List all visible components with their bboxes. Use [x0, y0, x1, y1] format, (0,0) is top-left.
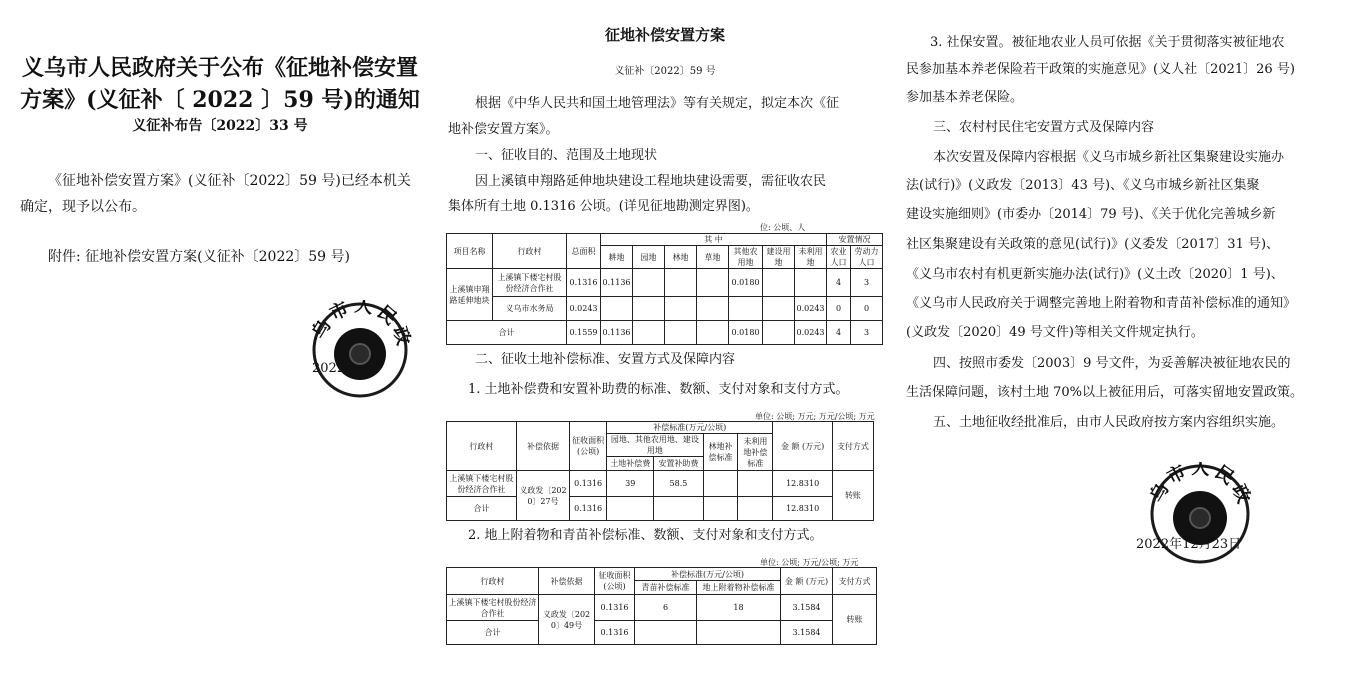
table-cell: 0.1136	[601, 269, 633, 297]
table2-unit: 单位: 公顷; 万元; 万元/公顷; 万元	[755, 412, 875, 421]
table1-sub-header: 耕地	[601, 246, 633, 269]
section-3b-line6: 《义乌市人民政府关于调整完善地上附着物和青苗补偿标准的通知》	[906, 296, 1297, 311]
table-cell: 上溪镇下楼宅村股份经济合作社	[447, 595, 539, 621]
table-row	[447, 471, 874, 497]
section-1-line1: 因上溪镇申翔路延伸地块建设工程地块建设需要，需征收农民	[475, 174, 827, 189]
table1-sub-header: 园地	[633, 246, 665, 269]
table-cell	[795, 269, 827, 297]
table1-header-total: 总面积	[567, 234, 601, 269]
seal-date-text: 2022	[312, 361, 346, 376]
table2-header-payment: 支付方式	[832, 422, 873, 471]
land-compensation-table	[446, 421, 874, 521]
section-1-heading: 一、征收目的、范围及土地现状	[475, 148, 658, 163]
table-cell	[738, 471, 773, 497]
table1-sub-header: 建设用地	[763, 246, 795, 269]
table-cell: 上溪镇下楼宅村股份经济合作社	[447, 471, 517, 497]
official-seal-left	[298, 300, 422, 400]
table-cell: 0	[827, 297, 851, 321]
table-cell: 0.1316	[595, 621, 635, 645]
table-cell	[665, 269, 697, 297]
table-cell: 合计	[447, 321, 567, 345]
section-3b-line3: 建设实施细则》(市委办〔2014〕79 号)、《关于优化完善城乡新	[906, 207, 1276, 222]
table3-header-payment: 支付方式	[833, 568, 877, 595]
table3-header-basis: 补偿依据	[539, 568, 595, 595]
table-row	[447, 595, 877, 621]
table-cell: 义政发〔2020〕49号	[539, 595, 595, 645]
table2-header-forest: 林地补偿标准	[703, 434, 738, 471]
table-cell	[633, 269, 665, 297]
notice-doc-number: 义征补布告〔2022〕33 号	[132, 118, 308, 134]
section-3-line2: 民参加基本养老保险若干政策的实施意见》(义人社〔2021〕26 号)	[906, 62, 1295, 77]
table-cell	[703, 497, 738, 521]
official-seal-right	[1130, 462, 1270, 574]
section-4-line2: 生活保障问题，该村土地 70%以上被征用后，可落实留地安置政策。	[906, 385, 1304, 400]
notice-title	[20, 52, 420, 116]
table-cell: 18	[697, 595, 781, 621]
table-cell: 0.1316	[567, 269, 601, 297]
seal-emblem-icon	[1130, 462, 1270, 574]
section-3b-line2: 法(试行)》(义政发〔2013〕43 号)、《义乌市城乡新社区集聚	[906, 178, 1260, 193]
table-cell: 4	[827, 321, 851, 345]
table3-header-attachments: 地上附着物补偿标准	[697, 581, 781, 595]
section-1-line2: 集体所有土地 0.1316 公顷。(详见征地勘测定界图)。	[448, 199, 759, 214]
seal-ring-text: 乌市人民政	[308, 300, 415, 352]
table2-header-village: 行政村	[447, 422, 517, 471]
table-cell	[763, 269, 795, 297]
table-cell: 0.1136	[601, 321, 633, 345]
table-cell: 0.1559	[567, 321, 601, 345]
seal-date-text: 2022年12月23日	[1136, 537, 1242, 552]
table-cell: 0.0243	[567, 297, 601, 321]
table2-header-basis: 补偿依据	[516, 422, 569, 471]
table-cell: 4	[827, 269, 851, 297]
table-row	[447, 497, 874, 521]
table-cell: 3.1584	[781, 595, 833, 621]
table1-header-among: 其 中	[601, 234, 827, 246]
table-cell: 0	[851, 297, 883, 321]
table1-sub-header: 劳动力人口	[851, 246, 883, 269]
notice-attachment: 附件: 征地补偿安置方案(义征补〔2022〕59 号)	[48, 249, 350, 265]
section-3-line3: 参加基本养老保险。	[906, 90, 1024, 105]
table1-unit: 位: 公顷、人	[760, 223, 806, 232]
notice-paragraph-line1: 《征地补偿安置方案》(义征补〔2022〕59 号)已经本机关	[48, 173, 411, 189]
table-cell	[697, 269, 729, 297]
notice-title-line1: 义乌市人民政府关于公布《征地补偿安置	[21, 55, 418, 81]
table1-sub-header: 农业人口	[827, 246, 851, 269]
section-3-line1: 3. 社保安置。被征地农业人员可依据《关于贯彻落实被征地农	[930, 35, 1285, 50]
table-cell	[738, 497, 773, 521]
section-3b-line7: (义政发〔2020〕49 号文件)等相关文件规定执行。	[906, 325, 1204, 340]
table-cell: 0.1316	[595, 595, 635, 621]
table-cell: 6	[635, 595, 697, 621]
table-cell	[654, 497, 703, 521]
section-3b-line1: 本次安置及保障内容根据《义乌市城乡新社区集聚建设实施办	[933, 150, 1285, 165]
section-3b-line5: 《义乌市农村有机更新实施办法(试行)》(义土改〔2020〕1 号)、	[906, 267, 1284, 282]
table-row	[447, 621, 877, 645]
table-cell	[633, 321, 665, 345]
table-cell: 0.0243	[795, 321, 827, 345]
table3-header-amount: 金 额 (万元)	[781, 568, 833, 595]
table-cell: 上溪镇下楼宅村股份经济合作社	[493, 269, 567, 297]
table-cell: 义乌市水务局	[493, 297, 567, 321]
table-cell	[665, 297, 697, 321]
table-cell: 合计	[447, 621, 539, 645]
table-cell: 58.5	[654, 471, 703, 497]
table-cell: 0.1316	[570, 471, 607, 497]
table-cell	[601, 297, 633, 321]
table-cell	[763, 321, 795, 345]
section-3b-line4: 社区集聚建设有关政策的意见(试行)》(义委发〔2017〕31 号)、	[906, 237, 1280, 252]
table-cell	[697, 321, 729, 345]
table2-header-unused: 未利用地补偿标准	[738, 434, 773, 471]
table1-header-placement: 安置情况	[827, 234, 883, 246]
table2-header-group: 园地、其他农用地、建设用地	[607, 434, 703, 457]
plan-title: 征地补偿安置方案	[604, 26, 725, 44]
attachment-compensation-table	[446, 567, 877, 645]
table1-project-name: 上溪镇申翔路延伸地块	[447, 269, 493, 321]
table-cell: 0.0180	[729, 321, 763, 345]
table3-header-village: 行政村	[447, 568, 539, 595]
section-5-line1: 五、土地征收经批准后，由市人民政府按方案内容组织实施。	[933, 415, 1285, 430]
table3-header-crop: 青苗补偿标准	[635, 581, 697, 595]
table-cell	[703, 471, 738, 497]
table-cell: 3	[851, 321, 883, 345]
table2-header-amount: 金 额 (万元)	[773, 422, 833, 471]
table3-unit: 单位: 公顷; 万元/公顷; 万元	[760, 558, 859, 567]
table1-sub-header: 未利用地	[795, 246, 827, 269]
table1-sub-header: 其他农用地	[729, 246, 763, 269]
table-cell	[665, 321, 697, 345]
table-cell	[697, 297, 729, 321]
table3-header-standard: 补偿标准(万元/公顷)	[635, 568, 781, 581]
plan-intro-line1: 根据《中华人民共和国土地管理法》等有关规定，拟定本次《征	[475, 96, 840, 111]
seal-emblem-icon	[298, 300, 422, 400]
table2-header-area: 征收面积(公顷)	[570, 422, 607, 471]
table2-header-resettle-fee: 安置补助费	[654, 457, 703, 471]
table1-sub-header: 草地	[697, 246, 729, 269]
table-cell: 3	[851, 269, 883, 297]
land-status-table	[446, 233, 883, 345]
table3-header-area: 征收面积(公顷)	[595, 568, 635, 595]
table-cell	[763, 297, 795, 321]
table-cell: 转账	[833, 595, 877, 645]
table-cell: 义政发〔2020〕27号	[516, 471, 569, 521]
seal-ring-text: 乌市人民政	[1146, 462, 1256, 511]
table-row	[447, 269, 883, 297]
table-row	[447, 321, 883, 345]
notice-title-line2: 方案》(义征补〔 2022 〕59 号)的通知	[20, 87, 420, 113]
table-cell: 12.8310	[773, 497, 833, 521]
section-3b-heading: 三、农村村民住宅安置方式及保障内容	[933, 120, 1155, 135]
table1-sub-header: 林地	[665, 246, 697, 269]
plan-intro-line2: 地补偿安置方案》。	[448, 122, 559, 137]
table-cell: 0.0180	[729, 269, 763, 297]
table-cell	[607, 497, 654, 521]
section-2-1-heading: 1. 土地补偿费和安置补助费的标准、数额、支付对象和支付方式。	[468, 382, 849, 397]
section-2-heading: 二、征收土地补偿标准、安置方式及保障内容	[475, 352, 736, 367]
table1-header-project: 项目名称	[447, 234, 493, 269]
table-cell	[729, 297, 763, 321]
table1-header-village: 行政村	[493, 234, 567, 269]
plan-doc-number: 义征补〔2022〕59 号	[614, 66, 716, 77]
table-cell	[697, 621, 781, 645]
table-cell: 0.0243	[795, 297, 827, 321]
table-row	[447, 297, 883, 321]
table-cell	[633, 297, 665, 321]
table-cell: 0.1316	[570, 497, 607, 521]
table2-header-standard: 补偿标准(万元/公顷)	[607, 422, 773, 434]
section-2-2-heading: 2. 地上附着物和青苗补偿标准、数额、支付对象和支付方式。	[468, 528, 823, 543]
table-cell: 39	[607, 471, 654, 497]
table2-header-land-fee: 土地补偿费	[607, 457, 654, 471]
table-cell: 转账	[832, 471, 873, 521]
table-cell: 3.1584	[781, 621, 833, 645]
table-cell: 合计	[447, 497, 517, 521]
notice-paragraph-line2: 确定，现予以公布。	[20, 199, 146, 215]
table-cell	[635, 621, 697, 645]
table-cell: 12.8310	[773, 471, 833, 497]
section-4-line1: 四、按照市委发〔2003〕9 号文件，为妥善解决被征地农民的	[933, 356, 1291, 371]
